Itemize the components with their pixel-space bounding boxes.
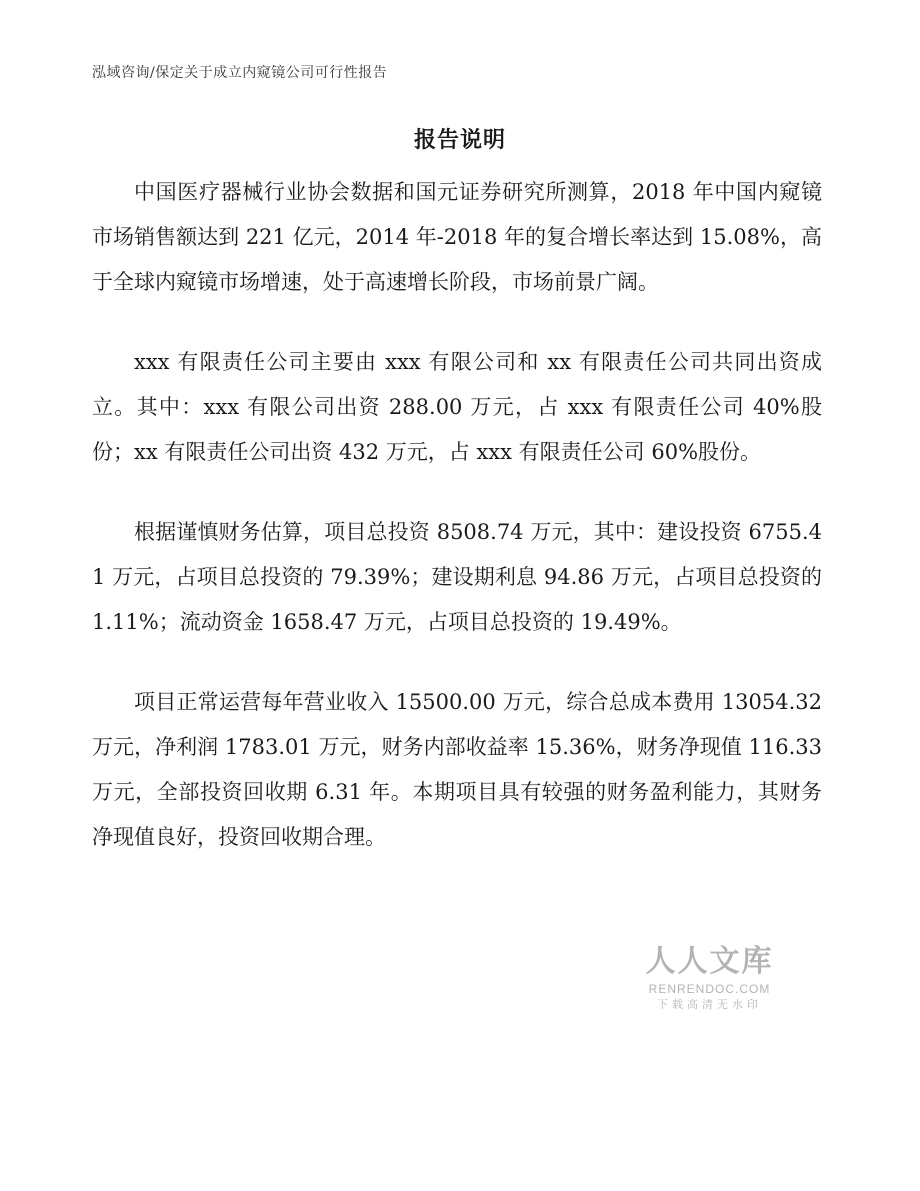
document-body [92,170,822,895]
paragraph-investment-estimate: 根据谨慎财务估算，项目总投资 8508.74 万元，其中：建设投资 6755.41 万元，占项目总投资的 79.39%；建设期利息 94.86 万元，占项目总投资的 1.11%；流动资金 1658.47 万元，占项目总投资的 19.49%。 [92,520,822,634]
paragraph-company-formation: xxx 有限责任公司主要由 xxx 有限公司和 xx 有限责任公司共同出资成立。其中：xxx 有限公司出资 288.00 万元，占 xxx 有限责任公司 40%股份；xx 有限责任公司出资 432 万元，占 xxx 有限责任公司 60%股份。 [92,350,822,464]
running-header: 泓域咨询/保定关于成立内窥镜公司可行性报告 [92,65,388,81]
watermark-logo [642,943,777,1013]
paragraph-market-overview: 中国医疗器械行业协会数据和国元证券研究所测算，2018 年中国内窥镜市场销售额达到 221 亿元，2014 年-2018 年的复合增长率达到 15.08%，高于全球内窥镜市场增速，处于高速增长阶段，市场前景广阔。 [92,180,822,294]
watermark-url: RENRENDOC.COM [648,982,771,996]
watermark-subtext: 下载高清无水印 [657,998,762,1011]
page-title: 报告说明 [413,127,506,153]
paragraph-financial-performance: 项目正常运营每年营业收入 15500.00 万元，综合总成本费用 13054.32 万元，净利润 1783.01 万元，财务内部收益率 15.36%，财务净现值 116.33 万元，全部投资回收期 6.31 年。本期项目具有较强的财务盈利能力，其财务净现值良好，投资回收期合理。 [92,690,822,849]
watermark-main-text: 人人文库 [645,944,774,979]
